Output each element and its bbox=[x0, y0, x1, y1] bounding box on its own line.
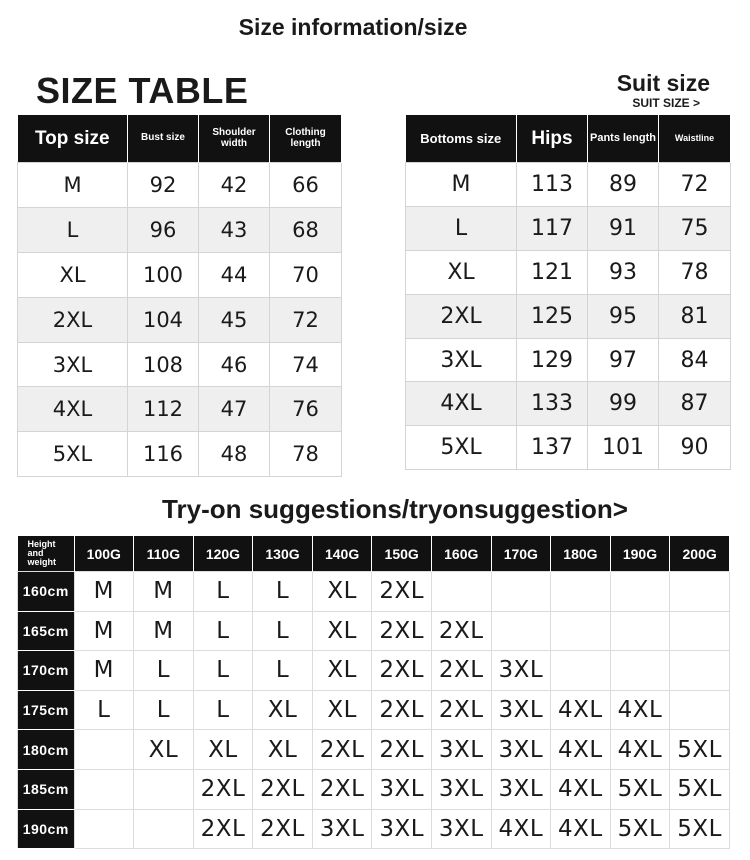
suggested-size-cell: 2XL bbox=[372, 611, 432, 651]
suggested-size-cell: M bbox=[74, 611, 134, 651]
bottom-table-value-cell: 89 bbox=[588, 163, 659, 207]
suggested-size-cell: L bbox=[193, 690, 253, 730]
pants-length-header: Pants length bbox=[588, 115, 659, 163]
tryon-row bbox=[18, 572, 730, 612]
weight-header: 160G bbox=[431, 536, 491, 572]
bottom-table-size-cell: 3XL bbox=[406, 338, 517, 382]
bottom-table-value-cell: 137 bbox=[517, 426, 588, 470]
top-size-table bbox=[17, 115, 342, 477]
top-table-value-cell: 68 bbox=[270, 207, 342, 252]
suggested-size-cell: M bbox=[134, 611, 194, 651]
suggested-size-cell: L bbox=[134, 651, 194, 691]
bottom-table-value-cell: 95 bbox=[588, 294, 659, 338]
top-table-value-cell: 44 bbox=[199, 252, 270, 297]
top-table-value-cell: 100 bbox=[128, 252, 199, 297]
suggested-size-cell bbox=[551, 651, 611, 691]
tryon-row bbox=[18, 730, 730, 770]
bottom-table-value-cell: 93 bbox=[588, 250, 659, 294]
suggested-size-cell: 3XL bbox=[372, 809, 432, 849]
suggested-size-cell bbox=[491, 611, 551, 651]
top-table-value-cell: 43 bbox=[199, 207, 270, 252]
suggested-size-cell bbox=[670, 651, 730, 691]
suggested-size-cell: 3XL bbox=[431, 769, 491, 809]
bottom-table-value-cell: 91 bbox=[588, 206, 659, 250]
bottom-table-row bbox=[406, 250, 731, 294]
suggested-size-cell: 3XL bbox=[491, 651, 551, 691]
top-table-value-cell: 78 bbox=[270, 432, 342, 477]
suggested-size-cell: 4XL bbox=[610, 690, 670, 730]
suggested-size-cell: XL bbox=[312, 611, 372, 651]
top-table-row bbox=[18, 297, 342, 342]
top-table-size-cell: 5XL bbox=[18, 432, 128, 477]
top-table-size-cell: XL bbox=[18, 252, 128, 297]
suggested-size-cell: 3XL bbox=[431, 730, 491, 770]
suggested-size-cell: 2XL bbox=[431, 690, 491, 730]
top-table-size-cell: 3XL bbox=[18, 342, 128, 387]
bottom-table-value-cell: 129 bbox=[517, 338, 588, 382]
suggested-size-cell bbox=[551, 611, 611, 651]
top-table-value-cell: 47 bbox=[199, 387, 270, 432]
bottom-table-value-cell: 81 bbox=[659, 294, 731, 338]
height-header: 170cm bbox=[18, 651, 75, 691]
suggested-size-cell: XL bbox=[312, 690, 372, 730]
top-table-value-cell: 72 bbox=[270, 297, 342, 342]
top-table-value-cell: 104 bbox=[128, 297, 199, 342]
bottom-table-row bbox=[406, 338, 731, 382]
suggested-size-cell bbox=[610, 651, 670, 691]
suggested-size-cell: 5XL bbox=[670, 809, 730, 849]
weight-header: 140G bbox=[312, 536, 372, 572]
suggested-size-cell: 2XL bbox=[431, 611, 491, 651]
suggested-size-cell: XL bbox=[193, 730, 253, 770]
bottom-table-value-cell: 133 bbox=[517, 382, 588, 426]
suggested-size-cell: 5XL bbox=[670, 730, 730, 770]
clothing-length-header: Clothing length bbox=[270, 115, 342, 163]
bottom-table-row bbox=[406, 426, 731, 470]
bottoms-size-table bbox=[405, 115, 731, 470]
suggested-size-cell bbox=[74, 769, 134, 809]
suggested-size-cell: XL bbox=[253, 730, 313, 770]
size-table-heading: SIZE TABLE bbox=[36, 70, 249, 111]
top-table-row bbox=[18, 163, 342, 208]
suit-size-subheading: SUIT SIZE > bbox=[632, 96, 700, 110]
suggested-size-cell bbox=[491, 572, 551, 612]
weight-header: 130G bbox=[253, 536, 313, 572]
weight-header: 200G bbox=[670, 536, 730, 572]
weight-header: 180G bbox=[551, 536, 611, 572]
bottom-table-size-cell: 4XL bbox=[406, 382, 517, 426]
weight-header: 100G bbox=[74, 536, 134, 572]
suggested-size-cell: 2XL bbox=[372, 572, 432, 612]
height-header: 160cm bbox=[18, 572, 75, 612]
bottom-table-value-cell: 125 bbox=[517, 294, 588, 338]
bottom-table-value-cell: 72 bbox=[659, 163, 731, 207]
suggested-size-cell: 3XL bbox=[491, 730, 551, 770]
bottom-table-value-cell: 101 bbox=[588, 426, 659, 470]
top-table-row bbox=[18, 207, 342, 252]
bottom-table-row bbox=[406, 382, 731, 426]
weight-header: 150G bbox=[372, 536, 432, 572]
bottom-table-size-cell: XL bbox=[406, 250, 517, 294]
suggested-size-cell: L bbox=[134, 690, 194, 730]
suggested-size-cell: L bbox=[193, 611, 253, 651]
top-table-row bbox=[18, 387, 342, 432]
suggested-size-cell: 2XL bbox=[372, 730, 432, 770]
tryon-suggestion-table bbox=[17, 536, 730, 849]
top-table-value-cell: 46 bbox=[199, 342, 270, 387]
top-table-value-cell: 92 bbox=[128, 163, 199, 208]
suggested-size-cell bbox=[670, 611, 730, 651]
bottom-table-size-cell: L bbox=[406, 206, 517, 250]
top-table-size-cell: L bbox=[18, 207, 128, 252]
top-table-value-cell: 96 bbox=[128, 207, 199, 252]
bottom-table-value-cell: 78 bbox=[659, 250, 731, 294]
suggested-size-cell: L bbox=[193, 572, 253, 612]
suggested-size-cell: 4XL bbox=[610, 730, 670, 770]
top-table-row bbox=[18, 342, 342, 387]
suggested-size-cell bbox=[134, 809, 194, 849]
suggested-size-cell: L bbox=[193, 651, 253, 691]
suggested-size-cell: 4XL bbox=[551, 769, 611, 809]
top-table-value-cell: 108 bbox=[128, 342, 199, 387]
bottom-table-value-cell: 117 bbox=[517, 206, 588, 250]
height-header: 175cm bbox=[18, 690, 75, 730]
height-header: 185cm bbox=[18, 769, 75, 809]
suggested-size-cell: 2XL bbox=[193, 809, 253, 849]
suggested-size-cell: 2XL bbox=[193, 769, 253, 809]
suggested-size-cell bbox=[610, 572, 670, 612]
weight-header: 110G bbox=[134, 536, 194, 572]
shoulder-width-header: Shoulder width bbox=[199, 115, 270, 163]
tryon-row bbox=[18, 611, 730, 651]
suggested-size-cell: 3XL bbox=[372, 769, 432, 809]
suggested-size-cell: L bbox=[74, 690, 134, 730]
tryon-row bbox=[18, 690, 730, 730]
height-header: 165cm bbox=[18, 611, 75, 651]
suggested-size-cell bbox=[431, 572, 491, 612]
suggested-size-cell: 4XL bbox=[551, 690, 611, 730]
bottom-table-value-cell: 121 bbox=[517, 250, 588, 294]
bust-size-header: Bust size bbox=[128, 115, 199, 163]
suggested-size-cell: 5XL bbox=[670, 769, 730, 809]
height-header: 190cm bbox=[18, 809, 75, 849]
top-table-size-cell: M bbox=[18, 163, 128, 208]
bottom-table-value-cell: 113 bbox=[517, 163, 588, 207]
suggested-size-cell bbox=[134, 769, 194, 809]
bottom-table-value-cell: 97 bbox=[588, 338, 659, 382]
tryon-row bbox=[18, 769, 730, 809]
bottom-table-value-cell: 87 bbox=[659, 382, 731, 426]
suggested-size-cell: 2XL bbox=[312, 769, 372, 809]
tryon-row bbox=[18, 809, 730, 849]
top-table-row bbox=[18, 432, 342, 477]
bottom-table-row bbox=[406, 163, 731, 207]
height-weight-corner-label: Height and weight bbox=[18, 536, 75, 572]
suggested-size-cell bbox=[551, 572, 611, 612]
top-table-value-cell: 48 bbox=[199, 432, 270, 477]
bottom-table-value-cell: 84 bbox=[659, 338, 731, 382]
top-table-size-cell: 2XL bbox=[18, 297, 128, 342]
suggested-size-cell: XL bbox=[134, 730, 194, 770]
weight-header: 120G bbox=[193, 536, 253, 572]
suggested-size-cell bbox=[670, 690, 730, 730]
tryon-heading: Try-on suggestions/tryonsuggestion> bbox=[162, 494, 628, 524]
top-table-value-cell: 116 bbox=[128, 432, 199, 477]
top-size-header: Top size bbox=[18, 115, 128, 163]
suggested-size-cell: 3XL bbox=[491, 769, 551, 809]
suggested-size-cell bbox=[74, 809, 134, 849]
top-table-value-cell: 74 bbox=[270, 342, 342, 387]
suggested-size-cell: 2XL bbox=[372, 651, 432, 691]
bottom-table-row bbox=[406, 206, 731, 250]
suggested-size-cell: 5XL bbox=[610, 769, 670, 809]
hips-header: Hips bbox=[517, 115, 588, 163]
suggested-size-cell: 3XL bbox=[431, 809, 491, 849]
bottom-table-value-cell: 90 bbox=[659, 426, 731, 470]
weight-header: 170G bbox=[491, 536, 551, 572]
top-table-value-cell: 45 bbox=[199, 297, 270, 342]
suggested-size-cell: M bbox=[134, 572, 194, 612]
top-table-value-cell: 42 bbox=[199, 163, 270, 208]
suggested-size-cell: 2XL bbox=[372, 690, 432, 730]
page-title: Size information/size bbox=[238, 14, 468, 40]
suggested-size-cell bbox=[670, 572, 730, 612]
suggested-size-cell: XL bbox=[253, 690, 313, 730]
top-table-size-cell: 4XL bbox=[18, 387, 128, 432]
suggested-size-cell: XL bbox=[312, 572, 372, 612]
suggested-size-cell: XL bbox=[312, 651, 372, 691]
suggested-size-cell: 3XL bbox=[491, 690, 551, 730]
suggested-size-cell bbox=[74, 730, 134, 770]
suggested-size-cell: 4XL bbox=[551, 730, 611, 770]
top-table-value-cell: 76 bbox=[270, 387, 342, 432]
waistline-header: Waistline bbox=[659, 115, 731, 163]
suggested-size-cell: 3XL bbox=[312, 809, 372, 849]
tryon-row bbox=[18, 651, 730, 691]
suggested-size-cell: L bbox=[253, 611, 313, 651]
top-table-value-cell: 70 bbox=[270, 252, 342, 297]
bottom-table-value-cell: 75 bbox=[659, 206, 731, 250]
suggested-size-cell bbox=[610, 611, 670, 651]
suggested-size-cell: M bbox=[74, 651, 134, 691]
bottom-table-size-cell: 2XL bbox=[406, 294, 517, 338]
top-table-value-cell: 66 bbox=[270, 163, 342, 208]
suggested-size-cell: 5XL bbox=[610, 809, 670, 849]
suggested-size-cell: M bbox=[74, 572, 134, 612]
height-header: 180cm bbox=[18, 730, 75, 770]
suit-size-heading: Suit size bbox=[616, 70, 710, 96]
suggested-size-cell: L bbox=[253, 572, 313, 612]
bottom-table-row bbox=[406, 294, 731, 338]
weight-header: 190G bbox=[610, 536, 670, 572]
suggested-size-cell: 4XL bbox=[491, 809, 551, 849]
bottoms-size-header: Bottoms size bbox=[406, 115, 517, 163]
top-table-row bbox=[18, 252, 342, 297]
top-table-value-cell: 112 bbox=[128, 387, 199, 432]
suggested-size-cell: L bbox=[253, 651, 313, 691]
suggested-size-cell: 2XL bbox=[431, 651, 491, 691]
bottom-table-value-cell: 99 bbox=[588, 382, 659, 426]
suggested-size-cell: 2XL bbox=[253, 809, 313, 849]
suggested-size-cell: 4XL bbox=[551, 809, 611, 849]
bottom-table-size-cell: M bbox=[406, 163, 517, 207]
bottom-table-size-cell: 5XL bbox=[406, 426, 517, 470]
suggested-size-cell: 2XL bbox=[312, 730, 372, 770]
suggested-size-cell: 2XL bbox=[253, 769, 313, 809]
